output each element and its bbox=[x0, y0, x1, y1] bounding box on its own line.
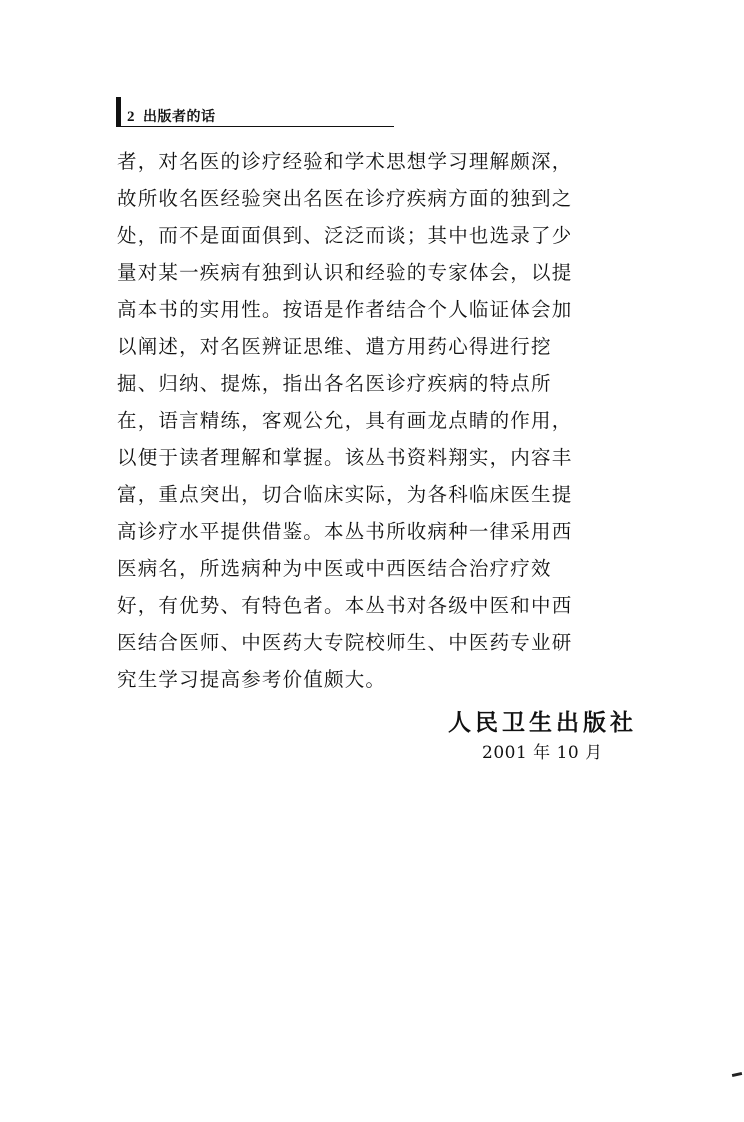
text-line: 医病名，所选病种为中医或中西医结合治疗疗效 bbox=[117, 557, 552, 580]
scan-edge-mark bbox=[732, 1072, 742, 1077]
text-line: 量对某一疾病有独到认识和经验的专家体会，以提 bbox=[117, 261, 573, 284]
text-line: 好，有优势、有特色者。本丛书对各级中医和中西 bbox=[117, 594, 573, 617]
publication-date: 2001 年 10 月 bbox=[482, 743, 603, 763]
text-line: 富，重点突出，切合临床实际，为各科临床医生提 bbox=[117, 483, 573, 506]
text-line: 故所收名医经验突出名医在诊疗疾病方面的独到之 bbox=[117, 187, 573, 210]
publisher-name: 人民卫生出版社 bbox=[448, 710, 637, 736]
text-line: 究生学习提高参考价值颇大。 bbox=[117, 668, 387, 691]
text-line: 高诊疗水平提供借鉴。本丛书所收病种一律采用西 bbox=[117, 520, 573, 543]
text-line: 以阐述，对名医辨证思维、遣方用药心得进行挖 bbox=[117, 335, 552, 358]
header-rule bbox=[121, 126, 394, 127]
text-line: 高本书的实用性。按语是作者结合个人临证体会加 bbox=[117, 298, 573, 321]
text-line: 掘、归纳、提炼，指出各名医诊疗疾病的特点所 bbox=[117, 372, 552, 395]
text-line: 在，语言精练，客观公允，具有画龙点睛的作用， bbox=[117, 409, 573, 432]
text-line: 者，对名医的诊疗经验和学术思想学习理解颇深， bbox=[117, 150, 573, 173]
page-number: 2 bbox=[127, 109, 135, 125]
text-line: 以便于读者理解和掌握。该丛书资料翔实，内容丰 bbox=[117, 446, 573, 469]
running-header bbox=[127, 104, 216, 126]
header-title: 出版者的话 bbox=[143, 109, 216, 125]
text-line: 医结合医师、中医药大专院校师生、中医药专业研 bbox=[117, 631, 573, 654]
text-line: 处，而不是面面俱到、泛泛而谈；其中也选录了少 bbox=[117, 224, 573, 247]
body-text bbox=[117, 143, 637, 698]
header-bar-mark bbox=[116, 97, 121, 127]
